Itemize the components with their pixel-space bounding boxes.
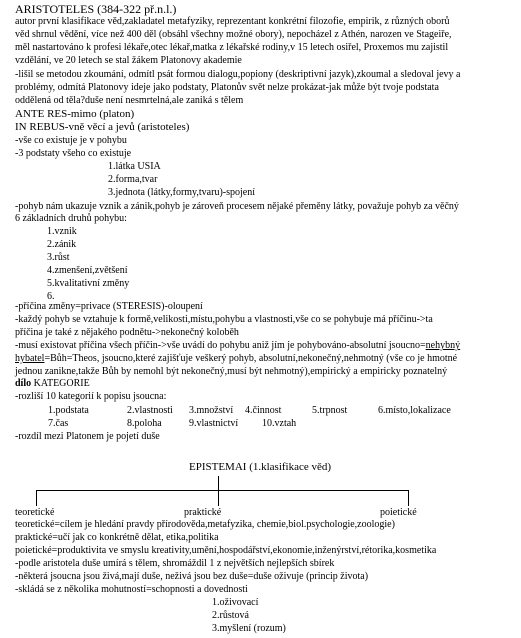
tree-branch-left <box>36 490 37 506</box>
druh-pohybu-item: 2.zánik <box>47 239 77 250</box>
dilo-line <box>15 378 90 390</box>
vedy-line-2: praktické=učí jak co konkrétně dělat, etika,politika <box>15 532 219 543</box>
plato-line-2: problémy, odmítá Platonovy ideje jako podstaty, Platonův svět nelze prokázat-jak může být tvoje podstata <box>15 82 439 93</box>
plato-line-1: -lišil se metodou zkoumání, odmítl psát formou dialogu,popiony (deskriptivní jazyk),zkoumal a sledoval jevy a <box>15 69 461 80</box>
intro-line-1: autor první klasifikace věd,zakladatel metafyziky, reprezentant konkrétní filozofie, empirik, z různých oborů <box>15 16 450 27</box>
kategorie-item: 2.vlastnosti <box>127 405 173 416</box>
hybatel-underlined: hybatel <box>15 353 45 364</box>
podstata-item: 3.jednota (látky,formy,tvaru)-spojení <box>108 187 255 198</box>
pricina-line-3: příčina je také z nějakého podnětu->nekonečný koloběh <box>15 327 239 338</box>
mohutnost-item: 3.myšlení (rozum) <box>212 623 286 634</box>
kategorie-item: 1.podstata <box>48 405 89 416</box>
pricina-line-6: jednou zanikne,takže Bůh by nemohl být nekonečný,musí být nehmotný),empirický a empiricky poznatelný <box>15 366 448 377</box>
epistemai-title: EPISTEMAI (1.klasifikace věd) <box>189 461 332 473</box>
kategorie-item: 6.místo,lokalizace <box>378 405 451 416</box>
druh-pohybu-item: 3.růst <box>47 252 70 263</box>
vedy-line-4: -podle aristotela duše umírá s tělem, shromáždil 1 z největších nejlepších sbírek <box>15 558 335 569</box>
branch-prakticke: praktické <box>184 507 222 518</box>
vedy-line-3: poietické=produktivita ve smyslu kreativity,umění,hospodářství,ekonomie,inženýrství,rétorika,kosmetika <box>15 545 437 556</box>
document-heading: ARISTOTELES (384-322 př.n.l.) <box>15 2 177 16</box>
podstata-item: 2.forma,tvar <box>108 174 158 185</box>
vedy-line-5: -některá jsoucna jsou živá,mají duše, neživá jsou bez duše=duše oživuje (princip života) <box>15 571 369 582</box>
pohyb-desc-line-1: -pohyb nám ukazuje vznik a zánik,pohyb je zároveň procesem nějaké přeměny látky, považuje pohyb za věčný <box>15 201 459 212</box>
druh-pohybu-item: 5.kvalitativní změny <box>47 278 130 289</box>
pricina-line-4 <box>15 340 460 352</box>
kategorie-title: KATEGORIE <box>31 378 90 389</box>
branch-poieticke: poietické <box>380 507 417 518</box>
ante-res-line: ANTE RES-mimo (platon) <box>15 108 135 120</box>
pohyb-desc-line-2: 6 základních druhů pohybu: <box>15 213 127 224</box>
tree-bar <box>36 490 409 491</box>
pricina-line-2: -každý pohyb se vztahuje k formě,velikosti,místu,pohybu a vlastnosti,vše co se pohybuje má příčinu->ta <box>15 314 433 325</box>
mohutnost-item: 2.růstová <box>212 610 249 621</box>
intro-line-3: měl nastartováno k profesi lékaře,otec lékař,matka z lékařské rodiny,v 15 letech osiřel, Proxemos mu zajistil <box>15 42 449 53</box>
tree-stem <box>218 476 219 490</box>
druh-pohybu-item: 4.zmenšení,zvětšení <box>47 265 128 276</box>
vedy-line-1: teoretické=cílem je hledání pravdy přírodověda,metafyzika, chemie,biol.psychologie,zoologie) <box>15 519 395 530</box>
kategorie-item: 9.vlastnictví <box>189 418 239 429</box>
intro-line-2: věd shrnul vědění, více než 400 děl (obsáhl všechny možné obory), nepocházel z Athén, narozen ve Stageiře, <box>15 29 452 40</box>
in-rebus-line: IN REBUS-vně věcí a jevů (aristoteles) <box>15 121 190 133</box>
buh-text: =Bůh=Theos, jsoucno,které zajišťuje veškerý pohyb, absolutní,nekonečný,nehmotný (vše co je hmotné <box>44 353 458 364</box>
pricina-text: -musí existovat příčina všech příčin->vše uvádí do pohybu aniž jím je pohybováno-absolutní jsoucno= <box>15 340 426 351</box>
pricina-line-5 <box>15 353 457 365</box>
tree-branch-middle <box>218 490 219 506</box>
druh-pohybu-item: 1.vznik <box>47 226 77 237</box>
kategorie-item: 3.množství <box>189 405 234 416</box>
tree-branch-right <box>408 490 409 506</box>
branch-teoreticke: teoretické <box>15 507 55 518</box>
intro-line-4: vzdělání, ve 20 letech se stal žákem Platonovy akademie <box>15 55 242 66</box>
nehybny-underlined: nehybný <box>425 340 461 351</box>
kategorie-item: 7.čas <box>48 418 69 429</box>
vedy-line-6: -skládá se z několika mohutností=schopnosti a dovednosti <box>15 584 248 595</box>
kategorie-item: 10.vztah <box>262 418 297 429</box>
mohutnost-item: 1.oživovací <box>212 597 259 608</box>
podstaty-line: -3 podstaty všeho co existuje <box>15 148 132 159</box>
kategorie-item: 4.činnost <box>245 405 282 416</box>
plato-line-3: oddělená od těla?duše není nesmrtelná,ale zaniká s tělem <box>15 95 244 106</box>
kategorie-item: 8.poloha <box>127 418 162 429</box>
platon-rozdil-line: -rozdíl mezi Platonem je pojetí duše <box>15 431 160 442</box>
dilo-bold: dílo <box>15 378 32 389</box>
druh-pohybu-item: 6. <box>47 291 55 302</box>
kategorie-item: 5.trpnost <box>312 405 348 416</box>
pohyb-line: -vše co existuje je v pohybu <box>15 135 127 146</box>
kategorie-line: -rozliší 10 kategorií k popisu jsoucna: <box>15 391 167 402</box>
pricina-line-1: -příčina změny=privace (STERESIS)-oloupení <box>15 301 203 312</box>
podstata-item: 1.látka USIA <box>108 161 161 172</box>
